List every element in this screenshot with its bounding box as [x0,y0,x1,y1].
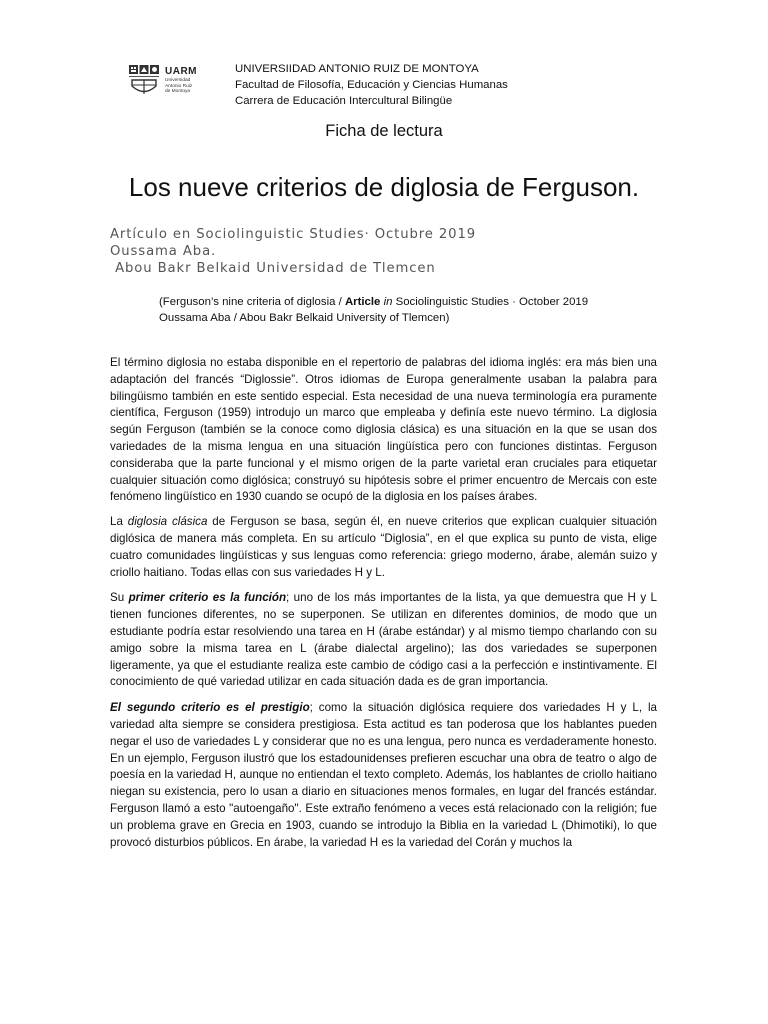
body-text [110,355,657,860]
institution-name: UNIVERSIIDAD ANTONIO RUIZ DE MONTOYA [235,63,479,75]
original-reference [159,294,588,326]
faculty-name: Facultad de Filosofía, Educación y Ciencias Humanas [235,79,508,91]
paragraph-emphasis: primer criterio es la función [128,591,287,605]
university-logo [128,64,208,102]
document-type: Ficha de lectura [325,122,443,140]
reference-line-2: Oussama Aba / Abou Bakr Belkaid University of Tlemcen) [159,312,450,324]
reference-line-1 [159,294,588,310]
institution-header [235,61,508,109]
logo-subtitle-line: Antonio Ruiz [165,83,193,89]
paragraph-italic: diglosia clásica [127,515,208,529]
logo-abbreviation: UARM [165,66,197,77]
paragraph-second-criterion [110,700,657,851]
paragraph-text: ; uno de los más importantes de la lista, ya que demuestra que H y L tienen funciones diferentes, no se superponen. Se utilizan en diferentes dominios, de modo que un estudiante podría estar resolviendo una tarea en H (árabe estándar) y al mismo tiempo charlando con su amigo sobre la misma tarea en L (árabe dialectal argelino); las dos variedades se superponen ligeramente, ya que el estudiante realiza este cambio de código casi a la perfección e instintivamente. El conocimiento de qué variedad utilizar en cada situación dada es de gran importancia. [110,591,657,689]
paragraph-intro: El término diglosia no estaba disponible en el repertorio de palabras del idioma inglés: era más bien una adaptación del francés “Diglossie”. Otros idiomas de Europa generalmente usaban la palabra para bilingüismo también en este sentido especial. Esta necesidad de una nueva terminología era puramente científica, Ferguson (1959) introdujo un marco que empleaba y definía este nuevo término. La diglosia según Ferguson (también se la conoce como diglosia clásica) es una situación en la que se usan dos variedades de la misma lengua en una situación lingüística pero con funciones distintas. Ferguson consideraba que la parte funcional y el mismo origen de la parte varietal eran cruciales para etiquetar cualquier situación como diglósica; construyó su hipótesis sobre el primer encuentro de Mercais con este fenómeno lingüístico en 1930 cuando se ocupó de la diglosia en los países árabes. [110,356,657,504]
article-affiliation: Abou Bakr Belkaid Universidad de Tlemcen [110,261,436,276]
article-source: Artículo en Sociolinguistic Studies· Octubre 2019 [110,227,477,242]
paragraph-text: ; como la situación diglósica requiere dos variedades H y L, la variedad alta siempre se considera prestigiosa. Esta actitud es tan poderosa que los hablantes pueden negar el uso de variedades L y considerar que no es una lengua, pero nunca es verdaderamente honesto. En un ejemplo, Ferguson ilustró que los estadounidenses prefieren escuchar una obra de teatro o algo de poesía en la variedad H, aunque no entiendan el texto completo. Además, los hablantes de criollo haitiano niegan su existencia, pero lo usan a diario en situaciones menos formales, en lugar del francés estándar. Ferguson llamó a esto "autoengaño". Este extraño fenómeno a veces está relacionado con la religión; fue un problema grave en Grecia en 1903, cuando se introdujo la Biblia en la variedad L (Dhimotiki), lo que provocó disturbios públicos. En árabe, la variedad H es la variedad del Corán y muchos la [110,701,657,849]
program-name: Carrera de Educación Intercultural Bilingüe [235,95,453,107]
article-author: Oussama Aba. [110,244,217,259]
reference-bold: Article [344,296,381,308]
document-title: Los nueve criterios de diglosia de Ferguson. [128,172,640,202]
logo-subtitle [165,78,207,95]
paragraph-classic-diglossia [110,514,657,581]
reference-text: (Ferguson’s nine criteria of diglosia / [159,296,345,308]
paragraph-text: Su [110,591,129,605]
logo-subtitle-line: Universidad [165,78,191,83]
article-meta [110,226,476,277]
reference-text: Sociolinguistic Studies · October 2019 [392,296,589,308]
reference-italic: in [383,296,393,308]
paragraph-emphasis: El segundo criterio es el prestigio [110,701,310,715]
paragraph-text: La [110,515,128,529]
paragraph-text: de Ferguson se basa, según él, en nueve criterios que explican cualquier situación diglósica de manera más completa. En su artículo “Diglosia”, en el que explica su punto de vista, elige cuatro comunidades lingüísticas y sus lenguas como referencia: griego moderno, árabe, alemán suizo y criollo haitiano. Todas ellas con sus variedades H y L. [110,515,657,579]
university-crest-icon [128,64,160,98]
paragraph-first-criterion [110,590,657,691]
logo-subtitle-line: de Montoya [165,89,191,95]
